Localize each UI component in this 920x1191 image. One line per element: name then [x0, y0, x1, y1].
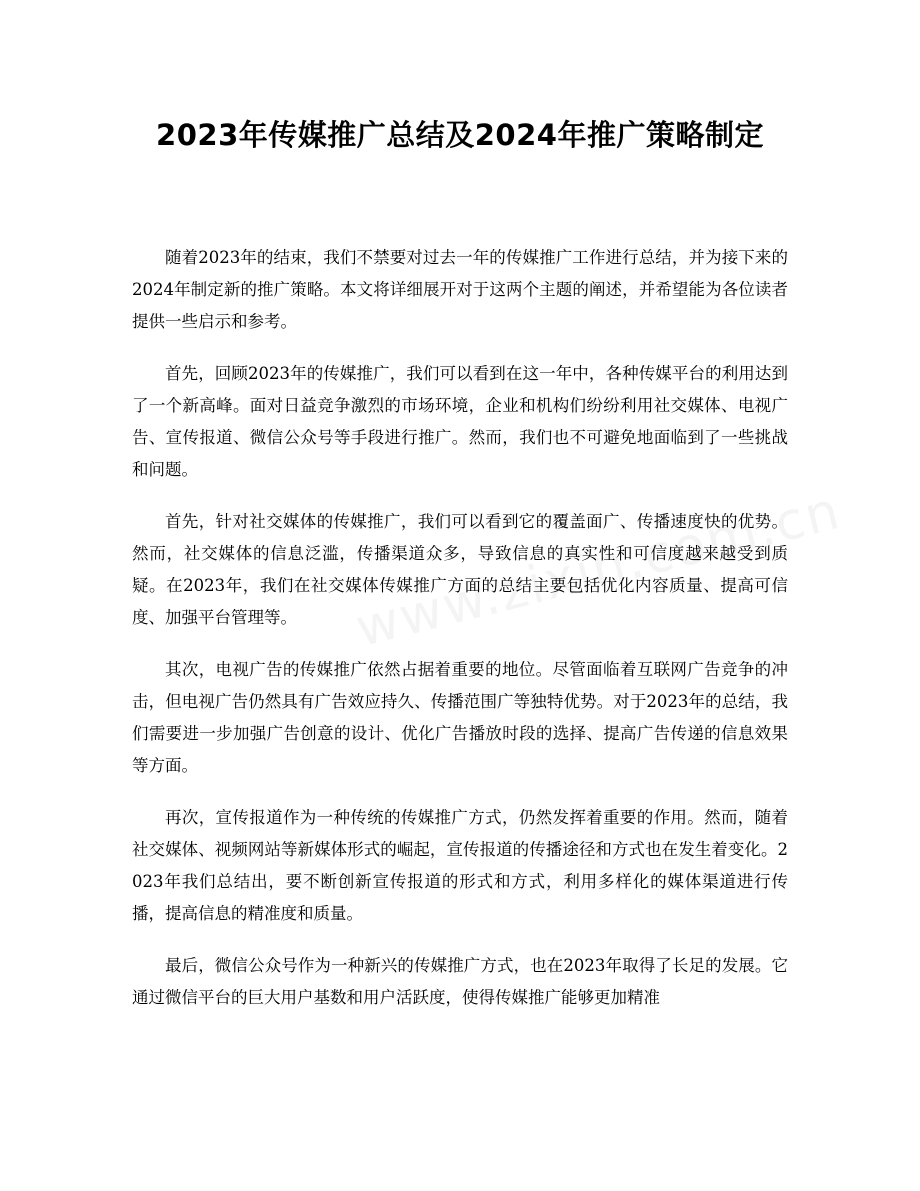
paragraph: 最后，微信公众号作为一种新兴的传媒推广方式，也在2023年取得了长足的发展。它通过微信平台的巨大用户基数和用户活跃度，使得传媒推广能够更加精准	[132, 956, 788, 1007]
document-title: 2023年传媒推广总结及2024年推广策略制定	[156, 118, 764, 152]
paragraph: 再次，宣传报道作为一种传统的传媒推广方式，仍然发挥着重要的作用。然而，随着社交媒体、视频网站等新媒体形式的崛起，宣传报道的传播途径和方式也在发生着变化。2023年我们总结出，要不断创新宣传报道的形式和方式，利用多样化的媒体渠道进行传播，提高信息的精准度和质量。	[132, 808, 788, 923]
document-body	[132, 242, 788, 1034]
paragraph: 其次，电视广告的传媒推广依然占据着重要的地位。尽管面临着互联网广告竞争的冲击，但电视广告仍然具有广告效应持久、传播范围广等独特优势。对于2023年的总结，我们需要进一步加强广告创意的设计、优化广告播放时段的选择、提高广告传递的信息效果等方面。	[132, 660, 788, 775]
paragraph: 首先，针对社交媒体的传媒推广，我们可以看到它的覆盖面广、传播速度快的优势。然而，社交媒体的信息泛滥，传播渠道众多，导致信息的真实性和可信度越来越受到质疑。在2023年，我们在社交媒体传媒推广方面的总结主要包括优化内容质量、提高可信度、加强平台管理等。	[132, 512, 788, 627]
paragraph: 随着2023年的结束，我们不禁要对过去一年的传媒推广工作进行总结，并为接下来的2024年制定新的推广策略。本文将详细展开对于这两个主题的阐述，并希望能为各位读者提供一些启示和参考。	[132, 248, 788, 331]
paragraph: 首先，回顾2023年的传媒推广，我们可以看到在这一年中，各种传媒平台的利用达到了一个新高峰。面对日益竞争激烈的市场环境，企业和机构们纷纷利用社交媒体、电视广告、宣传报道、微信公众号等手段进行推广。然而，我们也不可避免地面临到了一些挑战和问题。	[132, 364, 788, 479]
